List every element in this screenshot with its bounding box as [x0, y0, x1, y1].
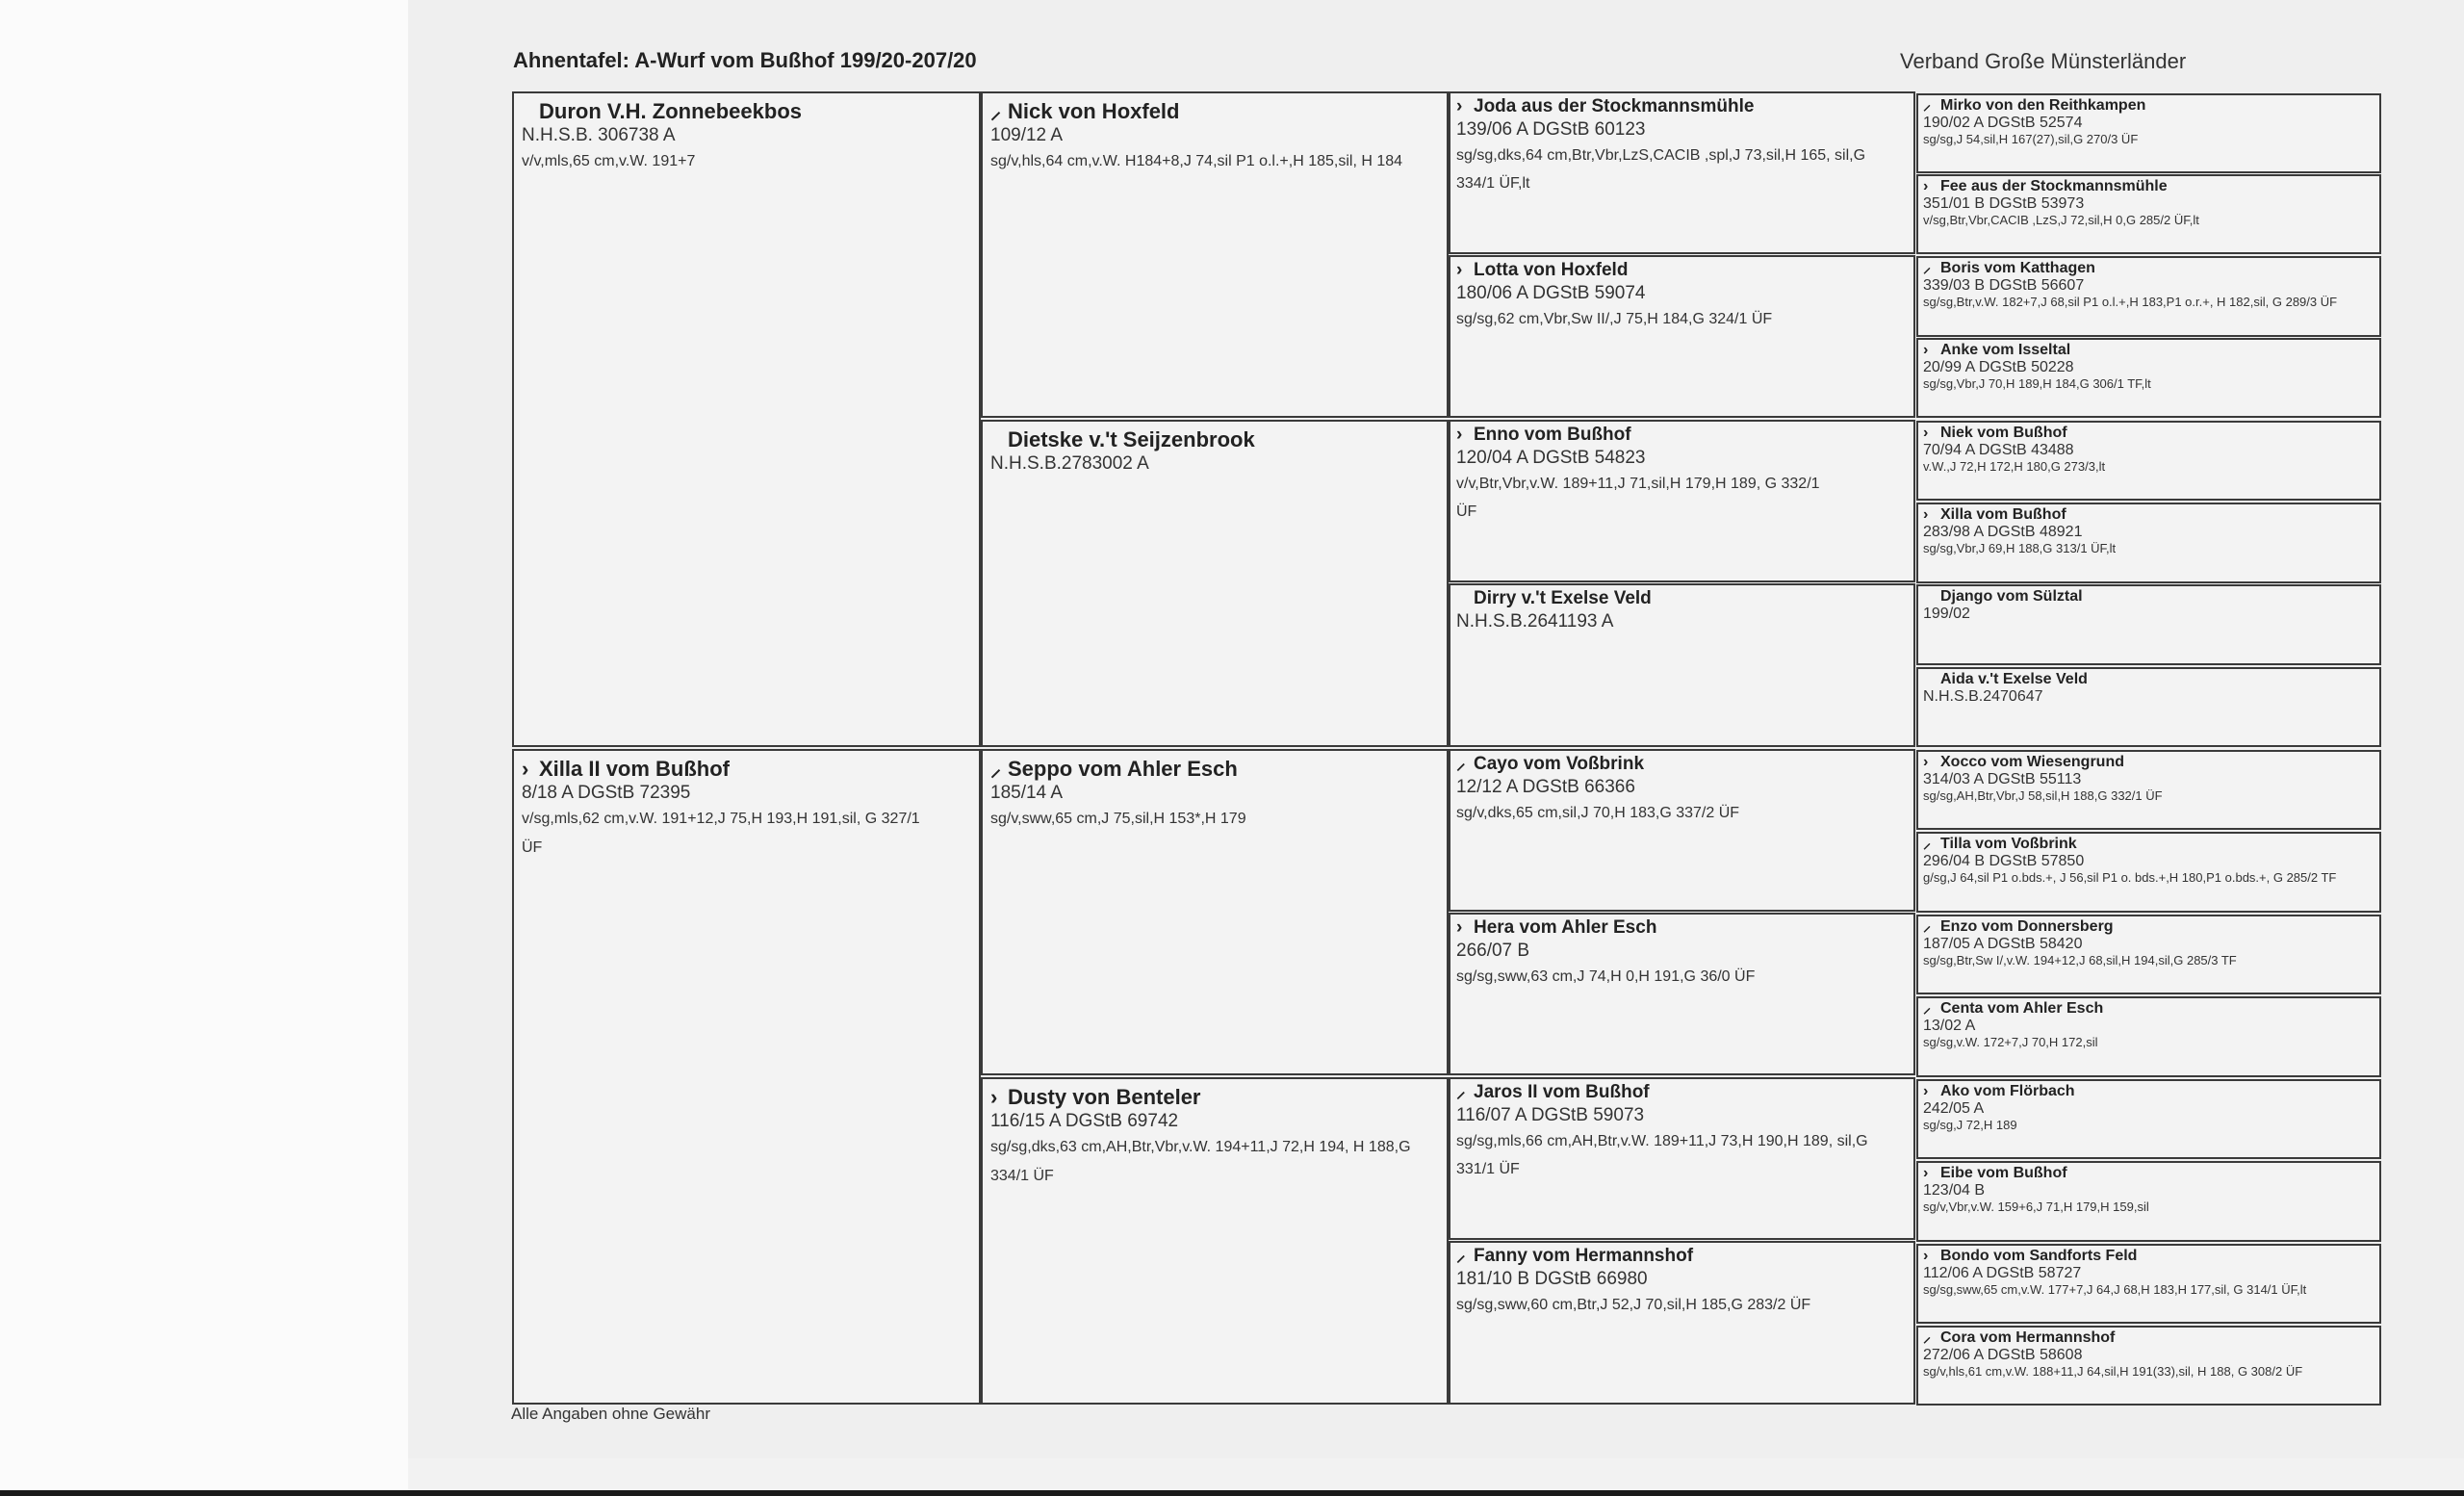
great-grandparent-performance: sg/v,dks,65 cm,sil,J 70,H 183,G 337/2 ÜF — [1456, 805, 1740, 821]
gg-grandparent-registration: 199/02 — [1923, 606, 1970, 622]
gg-grandparent-performance: sg/sg,J 54,sil,H 167(27),sil,G 270/3 ÜF — [1923, 132, 2139, 146]
gg-grandparent-box — [1916, 503, 2381, 583]
great-grandparent-performance: sg/sg,62 cm,Vbr,Sw II/,J 75,H 184,G 324/1 ÜF — [1456, 311, 1773, 327]
marker: ⸝ — [1923, 836, 1932, 852]
disclaimer: Alle Angaben ohne Gewähr — [511, 1405, 710, 1423]
gg-grandparent-registration: N.H.S.B.2470647 — [1923, 688, 2043, 705]
gg-grandparent-box — [1916, 1161, 2381, 1242]
organization-name: Verband Große Münsterländer — [1900, 49, 2187, 73]
gg-grandparent-registration: 187/05 A DGStB 58420 — [1923, 936, 2083, 952]
gg-grandparent-performance: sg/sg,sww,65 cm,v.W. 177+7,J 64,J 68,H 183,H 177,sil, G 314/1 ÜF,lt — [1923, 1282, 2307, 1297]
gg-grandparent-box — [1916, 1079, 2381, 1159]
gg-grandparent-box — [1916, 667, 2381, 747]
gg-grandparent-name: › Niek vom Bußhof — [1923, 425, 2067, 441]
marker: ⸝ — [1923, 1329, 1932, 1346]
great-grandparent-registration: 116/07 A DGStB 59073 — [1456, 1105, 1645, 1125]
grandparent-box — [981, 420, 1449, 747]
gg-grandparent-name: ⸝ Enzo vom Donnersberg — [1923, 918, 2114, 935]
gg-grandparent-performance: sg/sg,J 72,H 189 — [1923, 1118, 2017, 1132]
sire-registration: N.H.S.B. 306738 A — [522, 125, 676, 145]
gg-grandparent-registration: 70/94 A DGStB 43488 — [1923, 442, 2074, 458]
marker: › — [1456, 425, 1463, 445]
gg-grandparent-registration: 112/06 A DGStB 58727 — [1923, 1265, 2082, 1281]
grandparent-registration: 109/12 A — [990, 125, 1064, 145]
great-grandparent-name: › Hera vom Ahler Esch — [1456, 917, 1657, 938]
gg-grandparent-box — [1916, 93, 2381, 173]
marker: ⸝ — [1456, 754, 1466, 774]
gg-grandparent-name: Aida v.'t Exelse Veld — [1940, 671, 2088, 687]
gg-grandparent-box — [1916, 256, 2381, 337]
gg-grandparent-performance: sg/sg,Vbr,J 69,H 188,G 313/1 ÜF,lt — [1923, 541, 2117, 555]
gg-grandparent-performance: v.W.,J 72,H 172,H 180,G 273/3,lt — [1923, 459, 2106, 474]
gg-grandparent-registration: 20/99 A DGStB 50228 — [1923, 359, 2074, 375]
gg-grandparent-name: Django vom Sülztal — [1940, 588, 2083, 605]
dam-box — [512, 749, 981, 1405]
grandparent-performance: sg/v,sww,65 cm,J 75,sil,H 153*,H 179 — [990, 811, 1246, 827]
great-grandparent-name: › Lotta von Hoxfeld — [1456, 260, 1629, 280]
gg-grandparent-performance: sg/sg,Btr,v.W. 182+7,J 68,sil P1 o.l.+,H 183,P1 o.r.+, H 182,sil, G 289/3 ÜF — [1923, 295, 2338, 309]
marker: › — [1923, 425, 1929, 441]
marker: › — [1923, 1165, 1929, 1181]
great-grandparent-registration: 139/06 A DGStB 60123 — [1456, 119, 1646, 140]
grandparent-registration: N.H.S.B.2783002 A — [990, 453, 1149, 474]
great-grandparent-box — [1449, 1077, 1915, 1240]
gg-grandparent-box — [1916, 996, 2381, 1077]
marker: ⸝ — [1456, 1082, 1466, 1102]
great-grandparent-performance: sg/sg,sww,63 cm,J 74,H 0,H 191,G 36/0 ÜF — [1456, 968, 1756, 985]
marker: ⸝ — [1923, 918, 1932, 935]
dam-name: › Xilla II vom Bußhof — [522, 757, 731, 781]
dam-registration: 8/18 A DGStB 72395 — [522, 783, 691, 803]
gg-grandparent-name: › Xilla vom Bußhof — [1923, 506, 2066, 523]
gg-grandparent-box — [1916, 338, 2381, 418]
great-grandparent-box — [1449, 913, 1915, 1075]
great-grandparent-name: ⸝ Jaros II vom Bußhof — [1456, 1082, 1650, 1102]
gg-grandparent-name: › Eibe vom Bußhof — [1923, 1165, 2067, 1181]
page-title: Ahnentafel: A-Wurf vom Bußhof 199/20-207/20 — [513, 48, 977, 72]
marker: › — [1923, 178, 1929, 194]
great-grandparent-name: Dirry v.'t Exelse Veld — [1474, 588, 1652, 608]
sire-box — [512, 91, 981, 747]
gg-grandparent-performance: v/sg,Btr,Vbr,CACIB ,LzS,J 72,sil,H 0,G 285/2 ÜF,lt — [1923, 213, 2199, 227]
grandparent-registration: 185/14 A — [990, 783, 1064, 803]
grandparent-registration: 116/15 A DGStB 69742 — [990, 1111, 1179, 1131]
great-grandparent-performance: sg/sg,dks,64 cm,Btr,Vbr,LzS,CACIB ,spl,J 73,sil,H 165, sil,G 334/1 ÜF,lt — [1456, 147, 1866, 192]
marker: › — [1923, 1248, 1929, 1264]
grandparent-name: › Dusty von Benteler — [990, 1085, 1201, 1109]
gg-grandparent-registration: 242/05 A — [1923, 1100, 1985, 1117]
gg-grandparent-performance: sg/v,hls,61 cm,v.W. 188+11,J 64,sil,H 191(33),sil, H 188, G 308/2 ÜF — [1923, 1364, 2303, 1379]
great-grandparent-registration: 181/10 B DGStB 66980 — [1456, 1269, 1648, 1289]
great-grandparent-name: ⸝ Fanny vom Hermannshof — [1456, 1246, 1694, 1266]
grandparent-box — [981, 91, 1449, 418]
gg-grandparent-box — [1916, 174, 2381, 254]
marker: ⸝ — [1923, 260, 1932, 276]
marker: ⸝ — [1456, 1246, 1466, 1266]
great-grandparent-performance: v/v,Btr,Vbr,v.W. 189+11,J 71,sil,H 179,H 189, G 332/1 ÜF — [1456, 476, 1820, 520]
grandparent-name: Dietske v.'t Seijzenbrook — [1008, 427, 1255, 451]
left-margin-strip — [0, 0, 408, 1496]
gg-grandparent-registration: 123/04 B — [1923, 1182, 1986, 1199]
gg-grandparent-performance: sg/sg,v.W. 172+7,J 70,H 172,sil — [1923, 1035, 2098, 1049]
grandparent-box — [981, 1077, 1449, 1405]
gg-grandparent-name: › Xocco vom Wiesengrund — [1923, 754, 2124, 770]
gg-grandparent-performance: sg/v,Vbr,v.W. 159+6,J 71,H 179,H 159,sil — [1923, 1199, 2149, 1214]
marker: › — [1923, 1083, 1929, 1099]
great-grandparent-registration: 266/07 B — [1456, 941, 1530, 961]
gg-grandparent-name: ⸝ Boris vom Katthagen — [1923, 260, 2095, 276]
gg-grandparent-box — [1916, 750, 2381, 830]
gg-grandparent-name: ⸝ Centa vom Ahler Esch — [1923, 1000, 2104, 1017]
gg-grandparent-performance: sg/sg,AH,Btr,Vbr,J 58,sil,H 188,G 332/1 ÜF — [1923, 788, 2163, 803]
marker: ⸝ — [990, 757, 1002, 781]
gg-grandparent-box — [1916, 584, 2381, 665]
gg-grandparent-registration: 296/04 B DGStB 57850 — [1923, 853, 2085, 869]
great-grandparent-performance: sg/sg,sww,60 cm,Btr,J 52,J 70,sil,H 185,G 283/2 ÜF — [1456, 1297, 1811, 1313]
gg-grandparent-registration: 272/06 A DGStB 58608 — [1923, 1347, 2083, 1363]
sire-name: Duron V.H. Zonnebeekbos — [539, 99, 803, 123]
grandparent-box — [981, 749, 1449, 1075]
great-grandparent-registration: 180/06 A DGStB 59074 — [1456, 283, 1646, 303]
marker: ⸝ — [990, 99, 1002, 123]
dam-performance: v/sg,mls,62 cm,v.W. 191+12,J 75,H 193,H 191,sil, G 327/1 ÜF — [522, 811, 920, 856]
gg-grandparent-registration: 190/02 A DGStB 52574 — [1923, 115, 2083, 131]
gg-grandparent-registration: 283/98 A DGStB 48921 — [1923, 524, 2083, 540]
marker: › — [990, 1085, 998, 1109]
gg-grandparent-performance: g/sg,J 64,sil P1 o.bds.+, J 56,sil P1 o. bds.+,H 180,P1 o.bds.+, G 285/2 TF — [1923, 870, 2337, 885]
great-grandparent-name: › Joda aus der Stockmannsmühle — [1456, 96, 1755, 116]
great-grandparent-registration: 12/12 A DGStB 66366 — [1456, 777, 1635, 797]
marker: › — [1923, 506, 1929, 523]
gg-grandparent-name: › Ako vom Flörbach — [1923, 1083, 2075, 1099]
great-grandparent-registration: N.H.S.B.2641193 A — [1456, 611, 1614, 632]
gg-grandparent-registration: 13/02 A — [1923, 1018, 1976, 1034]
great-grandparent-box — [1449, 583, 1915, 747]
great-grandparent-box — [1449, 1241, 1915, 1405]
great-grandparent-registration: 120/04 A DGStB 54823 — [1456, 448, 1646, 468]
gg-grandparent-box — [1916, 915, 2381, 994]
great-grandparent-box — [1449, 255, 1915, 418]
gg-grandparent-box — [1916, 1326, 2381, 1406]
grandparent-performance: sg/sg,dks,63 cm,AH,Btr,Vbr,v.W. 194+11,J 72,H 194, H 188,G 334/1 ÜF — [990, 1139, 1411, 1184]
gg-grandparent-box — [1916, 421, 2381, 501]
grandparent-performance: sg/v,hls,64 cm,v.W. H184+8,J 74,sil P1 o.l.+,H 185,sil, H 184 — [990, 153, 1403, 169]
marker: ⸝ — [1923, 97, 1932, 114]
great-grandparent-box — [1449, 420, 1915, 582]
gg-grandparent-performance: sg/sg,Btr,Sw I/,v.W. 194+12,J 68,sil,H 194,sil,G 285/3 TF — [1923, 953, 2237, 967]
great-grandparent-name: ⸝ Cayo vom Voßbrink — [1456, 754, 1645, 774]
marker: › — [1923, 342, 1929, 358]
marker: › — [522, 757, 529, 781]
gg-grandparent-box — [1916, 832, 2381, 913]
gg-grandparent-performance: sg/sg,Vbr,J 70,H 189,H 184,G 306/1 TF,lt — [1923, 376, 2151, 391]
gg-grandparent-name: › Anke vom Isseltal — [1923, 342, 2071, 358]
great-grandparent-box — [1449, 749, 1915, 912]
marker: ⸝ — [1923, 1000, 1932, 1017]
gg-grandparent-registration: 339/03 B DGStB 56607 — [1923, 277, 2085, 294]
gg-grandparent-name: ⸝ Cora vom Hermannshof — [1923, 1329, 2116, 1346]
great-grandparent-performance: sg/sg,mls,66 cm,AH,Btr,v.W. 189+11,J 73,H 190,H 189, sil,G 331/1 ÜF — [1456, 1133, 1868, 1177]
gg-grandparent-registration: 351/01 B DGStB 53973 — [1923, 195, 2085, 212]
grandparent-name: ⸝ Seppo vom Ahler Esch — [990, 757, 1238, 781]
marker: › — [1456, 917, 1463, 938]
gg-grandparent-name: › Fee aus der Stockmannsmühle — [1923, 178, 2168, 194]
great-grandparent-name: › Enno vom Bußhof — [1456, 425, 1631, 445]
gg-grandparent-registration: 314/03 A DGStB 55113 — [1923, 771, 2082, 787]
sire-performance: v/v,mls,65 cm,v.W. 191+7 — [522, 153, 696, 169]
marker: › — [1456, 96, 1463, 116]
grandparent-name: ⸝ Nick von Hoxfeld — [990, 99, 1180, 123]
gg-grandparent-name: ⸝ Tilla vom Voßbrink — [1923, 836, 2077, 852]
marker: › — [1456, 260, 1463, 280]
bottom-border — [0, 1490, 2464, 1496]
marker: › — [1923, 754, 1929, 770]
great-grandparent-box — [1449, 91, 1915, 254]
gg-grandparent-name: ⸝ Mirko von den Reithkampen — [1923, 97, 2146, 114]
gg-grandparent-box — [1916, 1244, 2381, 1324]
gg-grandparent-name: › Bondo vom Sandforts Feld — [1923, 1248, 2138, 1264]
